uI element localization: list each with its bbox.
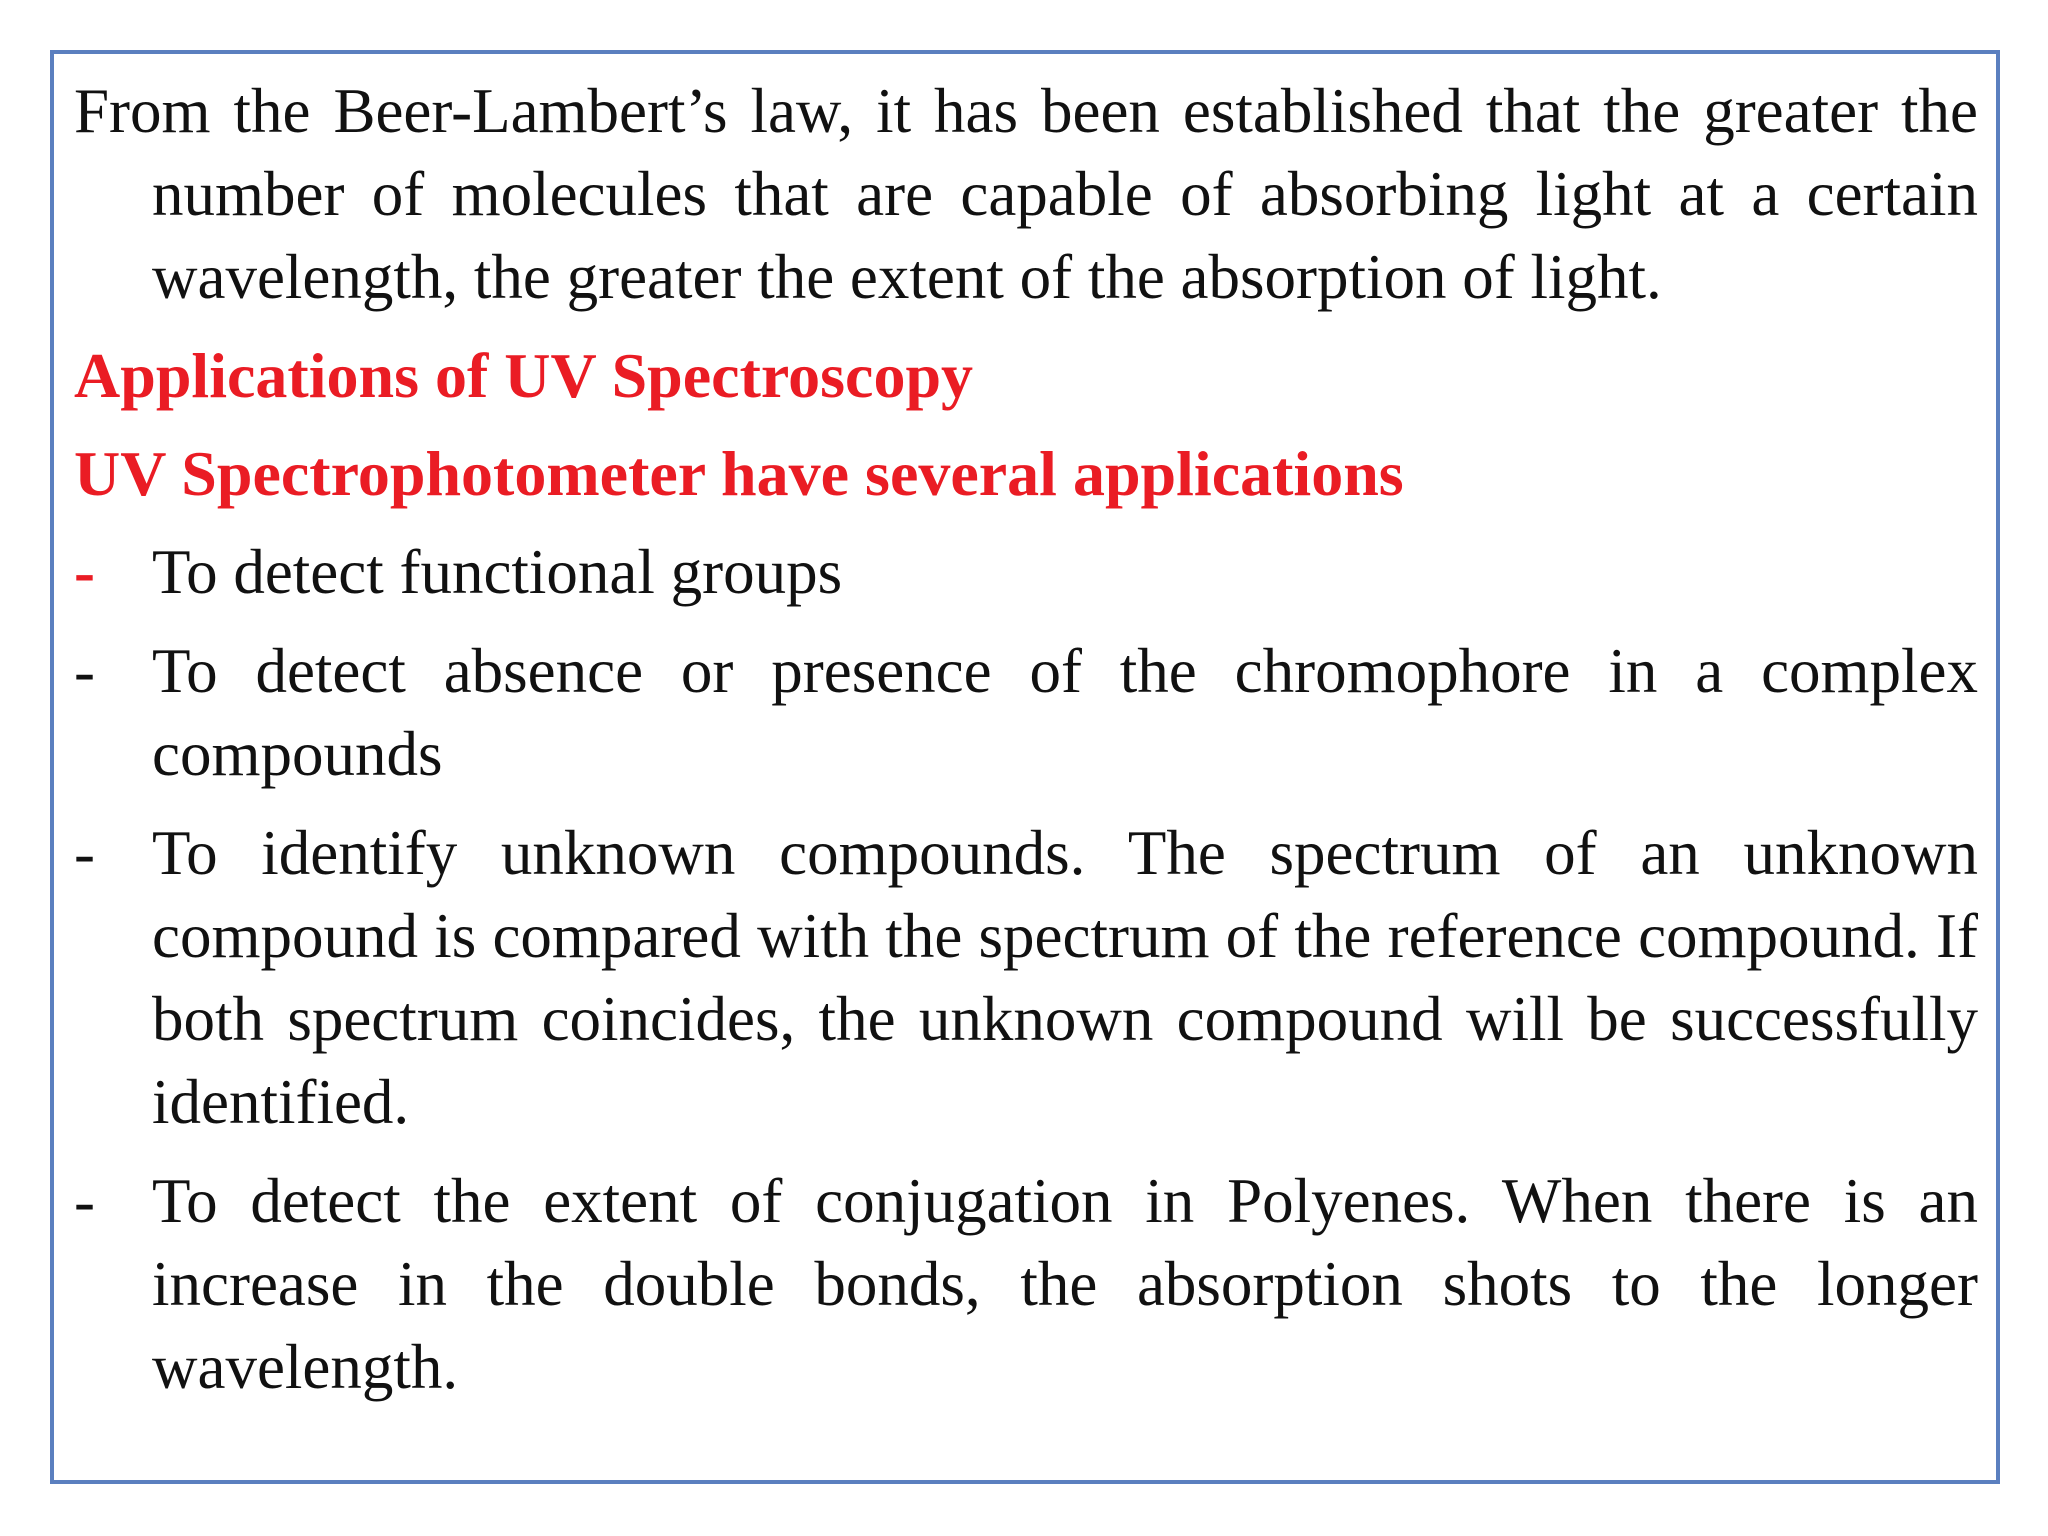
applications-list: [74, 531, 1978, 1409]
applications-subtitle: UV Spectrophotometer have several applications: [74, 438, 1404, 509]
list-item: [74, 531, 1978, 614]
dash-bullet: -: [74, 537, 95, 607]
slide-frame: [50, 50, 2000, 1484]
dash-bullet: -: [74, 636, 95, 706]
list-item-text: To detect functional groups: [152, 537, 843, 607]
dash-bullet: -: [74, 1166, 95, 1236]
dash-bullet: -: [74, 818, 95, 888]
list-item: [74, 1160, 1978, 1409]
intro-paragraph: From the Beer-Lambert’s law, it has been established that the greater the number of molecules that are capable of absorbing light at a certain wavelength, the greater the extent of the absorption of light.: [74, 76, 1978, 312]
list-item-text: To detect the extent of conjugation in Polyenes. When there is an increase in the double bonds, the absorption shots to the longer wavelength.: [152, 1166, 1978, 1402]
slide-content: [74, 70, 1978, 1409]
list-item: [74, 630, 1978, 796]
list-item-text: To detect absence or presence of the chromophore in a complex compounds: [152, 636, 1978, 789]
applications-heading: Applications of UV Spectroscopy: [74, 340, 974, 411]
list-item: [74, 812, 1978, 1144]
list-item-text: To identify unknown compounds. The spectrum of an unknown compound is compared with the spectrum of the reference compound. If both spectrum coincides, the unknown compound will be successfully identified.: [152, 818, 1978, 1137]
